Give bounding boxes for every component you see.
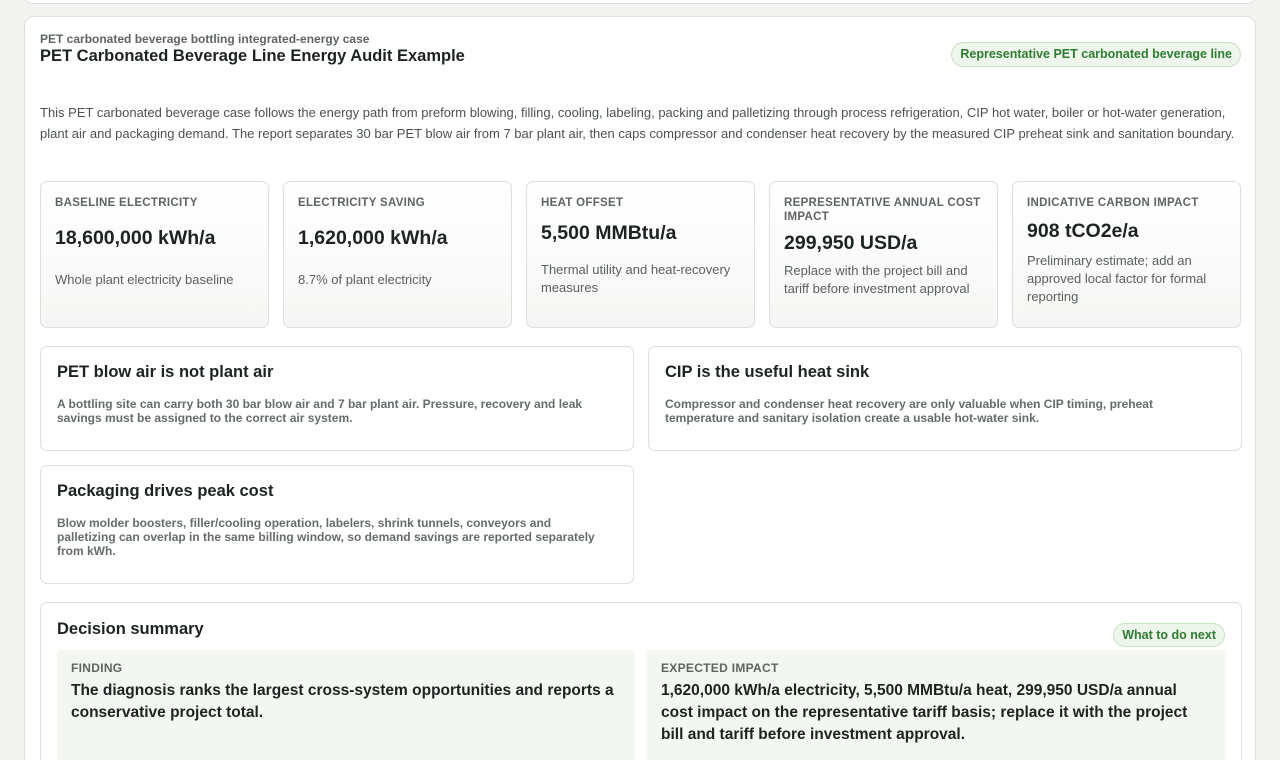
insight-body: Blow molder boosters, filler/cooling operation, labelers, shrink tunnels, conveyors and palletizing can overlap in the same billing window, so demand savings are reported separately from kWh.	[57, 516, 595, 558]
finding-text: The diagnosis ranks the largest cross-system opportunities and reports a conservative project total.	[71, 682, 614, 721]
case-intro: This PET carbonated beverage case follows the energy path from preform blowing, filling, cooling, labeling, packing and palletizing through process refrigeration, CIP hot water, boiler or hot-water generation, plant air and packaging demand. The report separates 30 bar PET blow air from 7 bar plant air, then caps compressor and condenser heat recovery by the measured CIP preheat sink and sanitation boundary.	[40, 105, 1235, 141]
metric-card-annual-cost-impact	[769, 181, 998, 328]
impact-text: 1,620,000 kWh/a electricity, 5,500 MMBtu/a heat, 299,950 USD/a annual cost impact on the representative tariff basis; replace it with the project bill and tariff before investment approval.	[661, 682, 1188, 743]
metric-card-electricity-saving	[283, 181, 512, 328]
metric-value: 5,500 MMBtu/a	[541, 222, 677, 244]
metric-card-heat-offset	[526, 181, 755, 328]
metric-note: Whole plant electricity baseline	[55, 272, 234, 287]
case-eyebrow: PET carbonated beverage bottling integrated-energy case	[40, 32, 370, 46]
insight-title: PET blow air is not plant air	[57, 363, 274, 381]
decision-title: Decision summary	[57, 620, 204, 638]
insight-title: CIP is the useful heat sink	[665, 363, 870, 381]
metric-label: INDICATIVE CARBON IMPACT	[1027, 197, 1199, 209]
impact-box	[647, 650, 1225, 760]
line-type-badge: Representative PET carbonated beverage line	[951, 42, 1241, 67]
metric-label: HEAT OFFSET	[541, 197, 624, 209]
metric-label: BASELINE ELECTRICITY	[55, 197, 198, 209]
insight-card-cip-heat-sink	[648, 346, 1242, 451]
insight-body: Compressor and condenser heat recovery are only valuable when CIP timing, preheat temperature and sanitary isolation create a usable hot-water sink.	[665, 397, 1153, 425]
insight-card-packaging-peak	[40, 465, 634, 584]
insight-card-blow-air	[40, 346, 634, 451]
metric-note: 8.7% of plant electricity	[298, 272, 432, 287]
metric-value: 1,620,000 kWh/a	[298, 227, 448, 249]
metric-label: REPRESENTATIVE ANNUAL COST IMPACT	[784, 197, 981, 223]
metric-note: Replace with the project bill and tariff before investment approval	[784, 263, 970, 296]
previous-panel-edge	[24, 0, 1256, 4]
finding-label: FINDING	[71, 661, 123, 675]
case-panel	[24, 16, 1256, 760]
metric-card-carbon-impact	[1012, 181, 1241, 328]
metric-label: ELECTRICITY SAVING	[298, 197, 426, 209]
insight-body: A bottling site can carry both 30 bar blow air and 7 bar plant air. Pressure, recovery and leak savings must be assigned to the correct air system.	[57, 397, 583, 425]
metric-value: 908 tCO2e/a	[1027, 220, 1139, 242]
metric-note: Thermal utility and heat-recovery measures	[541, 262, 731, 295]
page-title: PET Carbonated Beverage Line Energy Audit Example	[40, 47, 465, 65]
metric-note: Preliminary estimate; add an approved local factor for formal reporting	[1027, 253, 1207, 304]
metric-card-baseline-electricity	[40, 181, 269, 328]
metric-value: 18,600,000 kWh/a	[55, 227, 216, 249]
impact-label: EXPECTED IMPACT	[661, 661, 779, 675]
finding-box	[57, 650, 635, 760]
insight-title: Packaging drives peak cost	[57, 482, 274, 500]
decision-summary	[40, 602, 1242, 760]
next-steps-badge: What to do next	[1113, 623, 1225, 647]
metric-value: 299,950 USD/a	[784, 232, 918, 254]
